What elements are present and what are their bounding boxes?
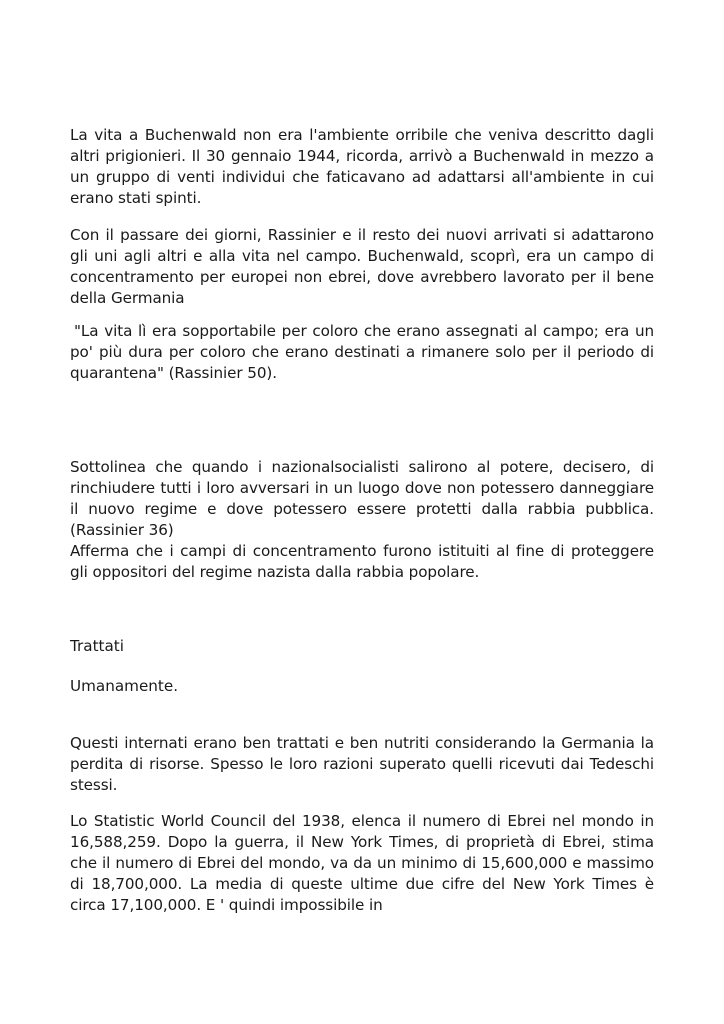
- paragraph-national-socialists: Sottolinea che quando i nazionalsocialisti salirono al potere, decisero, di rinchiudere tutti i loro avversari in un luogo dove non potessero danneggiare il nuovo regime e dove potessero essere protetti dalla rabbia pubblica. (Rassinier 36): [70, 458, 654, 539]
- paragraph-quote-rassinier-50: "La vita lì era sopportabile per coloro che erano assegnati al campo; era un po' più dura per coloro che erano destinati a rimanere solo per il periodo di quarantena" (Rassinier 50).: [70, 322, 654, 382]
- paragraph-adaptation: Con il passare dei giorni, Rassinier e il resto dei nuovi arrivati si adattarono gli uni agli altri e alla vita nel campo. Buchenwald, scoprì, era un campo di concentramento per europei non ebrei, dove avrebbero lavorato per il bene della Germania: [70, 226, 654, 307]
- paragraph-internees-treatment: Questi internati erano ben trattati e ben nutriti considerando la Germania la perdita di risorse. Spesso le loro razioni superato quelli ricevuti dai Tedeschi stessi.: [70, 734, 654, 794]
- paragraph-buchenwald-life: La vita a Buchenwald non era l'ambiente orribile che veniva descritto dagli altri prigionieri. Il 30 gennaio 1944, ricorda, arrivò a Buchenwald in mezzo a un gruppo di venti individui che faticavano ad adattarsi all'ambiente in cui erano stati spinti.: [70, 126, 654, 207]
- paragraph-population-statistics: Lo Statistic World Council del 1938, elenca il numero di Ebrei nel mondo in 16,588,259. Dopo la guerra, il New York Times, di proprietà di Ebrei, stima che il numero di Ebrei del mondo, va da un minimo di 15,600,000 e massimo di 18,700,000. La media di queste ultime due cifre del New York Times è circa 17,100,000. E ' quindi impossibile in: [70, 812, 654, 914]
- heading-trattati: Trattati: [70, 637, 124, 655]
- paragraph-camps-purpose: Afferma che i campi di concentramento furono istituiti al fine di proteggere gli oppositori del regime nazista dalla rabbia popolare.: [70, 542, 654, 581]
- heading-umanamente: Umanamente.: [70, 677, 179, 695]
